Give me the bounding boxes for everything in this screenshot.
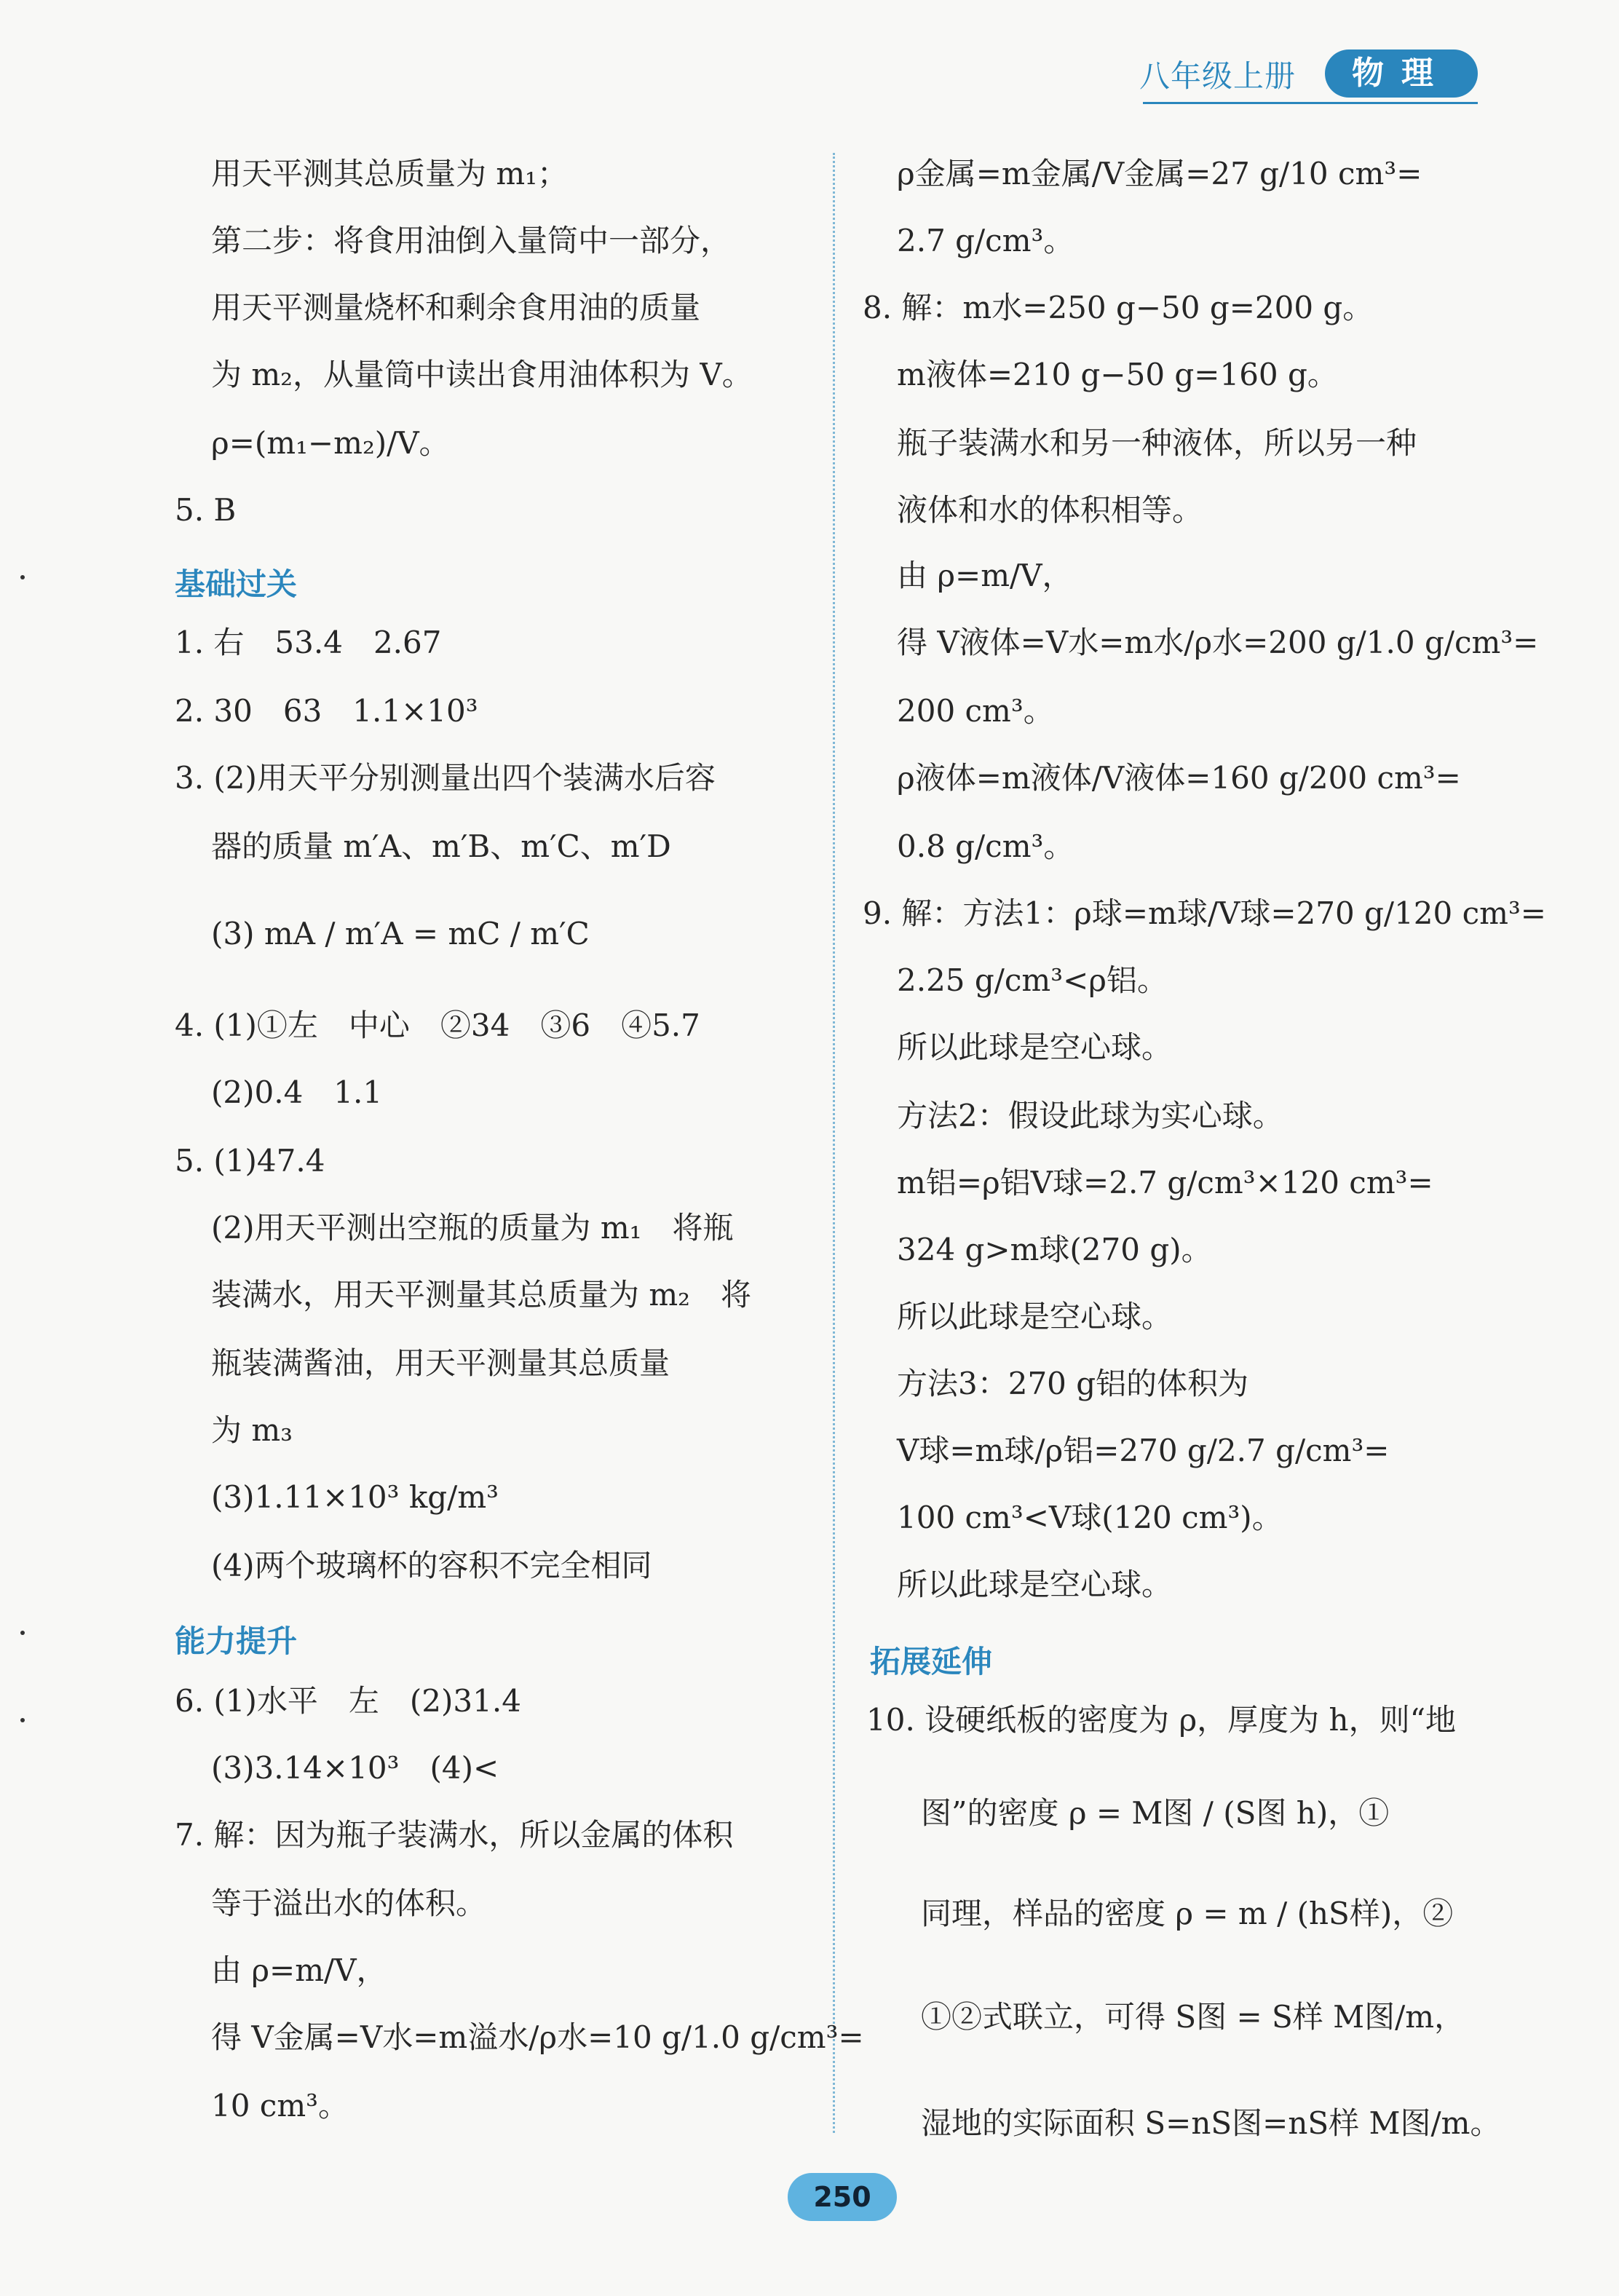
text-line: 2.7 g/cm³。 — [897, 223, 1074, 258]
text-line: (4)两个玻璃杯的容积不完全相同 — [211, 1548, 652, 1583]
text-line: 第二步：将食用油倒入量筒中一部分， — [211, 223, 732, 258]
text-line: 湿地的实际面积 S=nS图=nS样 M图/m。 — [921, 2105, 1501, 2141]
text-line: 器的质量 m′A、m′B、m′C、m′D — [211, 828, 671, 864]
text-line: 用天平测量烧杯和剩余食用油的质量 — [211, 290, 701, 325]
text-line: 为 m₃ — [211, 1412, 293, 1448]
text-line: m铝=ρ铝V球=2.7 g/cm³×120 cm³= — [897, 1165, 1433, 1200]
margin-dot — [20, 575, 25, 579]
text-line: 8. 解：m水=250 g−50 g=200 g。 — [863, 290, 1374, 325]
text-line: 200 cm³。 — [897, 693, 1054, 729]
section-heading: 基础过关 — [175, 566, 298, 602]
text-line: 1. 右 53.4 2.67 — [175, 625, 442, 660]
text-line: 5. (1)47.4 — [175, 1143, 325, 1179]
page-number: 250 — [788, 2173, 897, 2221]
text-line: 324 g>m球(270 g)。 — [897, 1232, 1212, 1267]
text-line: 4. (1)①左 中心 ②34 ③6 ④5.7 — [175, 1008, 700, 1043]
text-line: (3)3.14×10³ (4)< — [211, 1750, 499, 1786]
text-line: 等于溢出水的体积。 — [211, 1885, 487, 1921]
text-line: 为 m₂，从量筒中读出食用油体积为 V。 — [211, 357, 753, 392]
text-line: ρ=(m₁−m₂)/V。 — [211, 425, 450, 461]
text-line: 液体和水的体积相等。 — [897, 492, 1203, 528]
text-line: 3. (2)用天平分别测量出四个装满水后容 — [175, 760, 716, 796]
column-divider — [833, 153, 835, 2133]
text-line: 5. B — [175, 492, 237, 528]
section-heading: 能力提升 — [175, 1623, 298, 1659]
text-line: 同理，样品的密度 ρ = m / (hS样)，② — [921, 1896, 1454, 1931]
text-line: 由 ρ=m/V， — [211, 1952, 387, 1988]
text-line: 瓶子装满水和另一种液体，所以另一种 — [897, 425, 1417, 461]
text-line: (3) mA / m′A = mC / m′C — [211, 916, 590, 951]
text-line: 图”的密度 ρ = M图 / (S图 h)，① — [921, 1795, 1390, 1831]
text-line: 所以此球是空心球。 — [897, 1029, 1173, 1065]
text-line: ρ金属=m金属/V金属=27 g/10 cm³= — [897, 156, 1422, 191]
text-line: 7. 解：因为瓶子装满水，所以金属的体积 — [175, 1817, 734, 1853]
text-line: 100 cm³<V球(120 cm³)。 — [897, 1500, 1283, 1535]
header-underline — [1143, 102, 1478, 104]
text-line: 6. (1)水平 左 (2)31.4 — [175, 1683, 521, 1719]
text-line: 所以此球是空心球。 — [897, 1299, 1173, 1334]
text-line: 方法3：270 g铝的体积为 — [897, 1366, 1249, 1401]
header-subject-badge: 物理 — [1325, 50, 1478, 98]
text-line: 用天平测其总质量为 m₁； — [211, 156, 569, 191]
text-line: 10. 设硬纸板的密度为 ρ，厚度为 h，则“地 — [866, 1702, 1457, 1738]
text-line: 得 V液体=V水=m水/ρ水=200 g/1.0 g/cm³= — [897, 625, 1539, 660]
margin-dot — [20, 1718, 25, 1722]
text-line: 由 ρ=m/V， — [897, 558, 1073, 593]
margin-dot — [20, 1631, 25, 1635]
section-heading: 拓展延伸 — [870, 1644, 993, 1679]
text-line: 2. 30 63 1.1×10³ — [175, 693, 478, 729]
text-line: 10 cm³。 — [211, 2088, 349, 2123]
text-line: 9. 解：方法1：ρ球=m球/V球=270 g/120 cm³= — [863, 895, 1546, 931]
text-line: 所以此球是空心球。 — [897, 1567, 1173, 1602]
text-line: ①②式联立，可得 S图 = S样 M图/m， — [921, 1999, 1465, 2035]
text-line: V球=m球/ρ铝=270 g/2.7 g/cm³= — [897, 1433, 1390, 1468]
header-grade: 八年级上册 — [1139, 58, 1297, 94]
text-line: ρ液体=m液体/V液体=160 g/200 cm³= — [897, 760, 1461, 796]
text-line: m液体=210 g−50 g=160 g。 — [897, 357, 1338, 392]
text-line: 2.25 g/cm³<ρ铝。 — [897, 962, 1168, 998]
text-line: (3)1.11×10³ kg/m³ — [211, 1479, 499, 1515]
text-line: 方法2：假设此球为实心球。 — [897, 1098, 1283, 1133]
text-line: 0.8 g/cm³。 — [897, 828, 1074, 864]
text-line: (2)用天平测出空瓶的质量为 m₁ 将瓶 — [211, 1210, 734, 1246]
text-line: (2)0.4 1.1 — [211, 1074, 383, 1110]
text-line: 装满水，用天平测量其总质量为 m₂ 将 — [211, 1277, 752, 1313]
text-line: 得 V金属=V水=m溢水/ρ水=10 g/1.0 g/cm³= — [211, 2019, 864, 2055]
text-line: 瓶装满酱油，用天平测量其总质量 — [211, 1345, 670, 1381]
